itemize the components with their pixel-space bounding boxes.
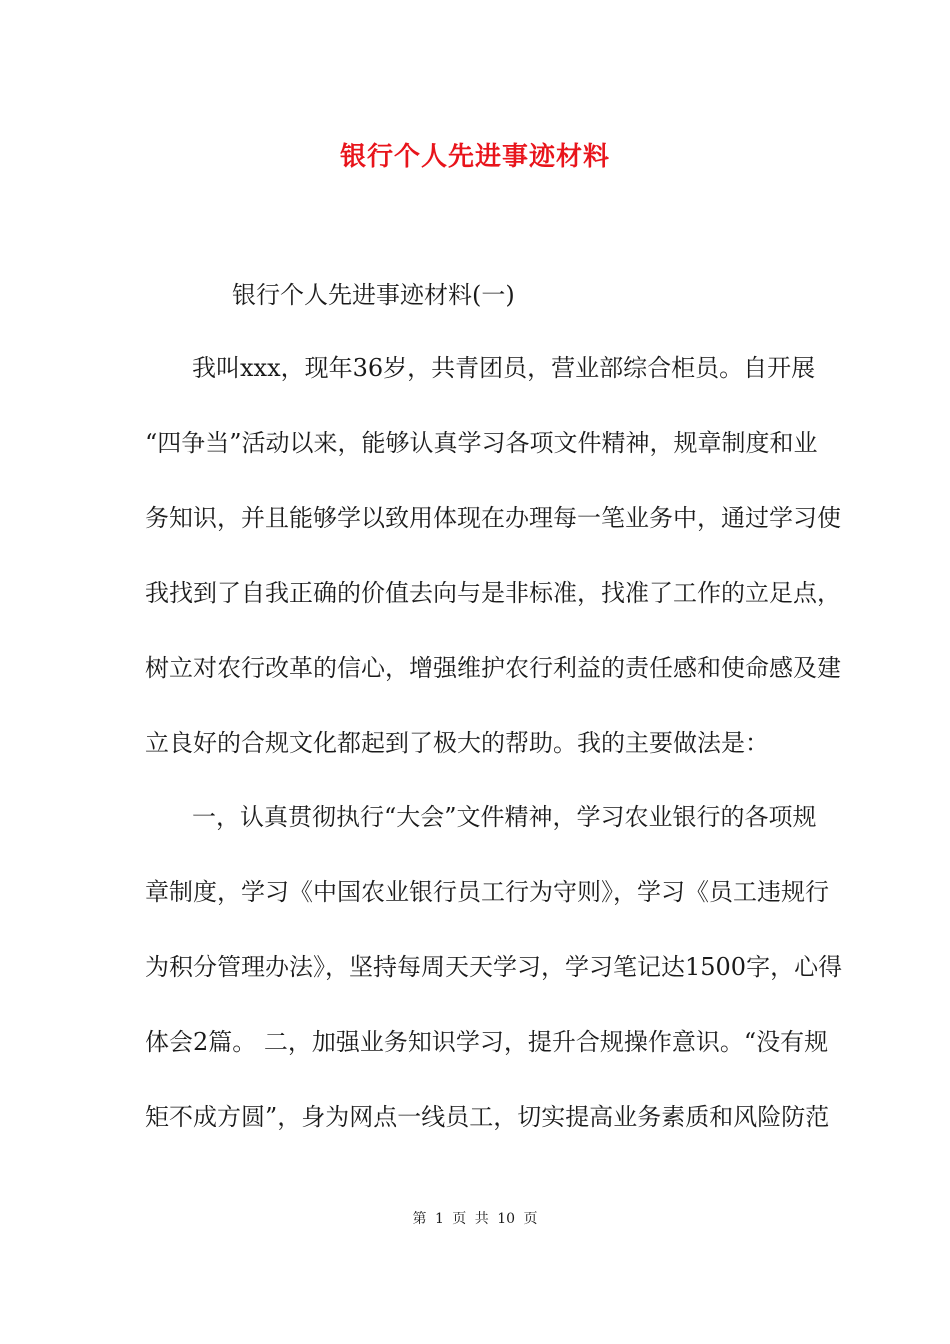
- paragraph-line-4: 我找到了自我正确的价值去向与是非标准，找准了工作的立足点，: [145, 579, 841, 607]
- document-title: 银行个人先进事迹材料: [339, 142, 610, 172]
- paragraph-line-9: 为积分管理办法》，坚持每周天天学习，学习笔记达1500字，心得: [145, 953, 843, 981]
- paragraph-line-2: “四争当”活动以来，能够认真学习各项文件精神，规章制度和业: [145, 429, 818, 457]
- paragraph-line-6: 立良好的合规文化都起到了极大的帮助。我的主要做法是：: [145, 729, 769, 757]
- page-footer: 第 1 页 共 10 页: [412, 1211, 538, 1227]
- paragraph-line-3: 务知识，并且能够学以致用体现在办理每一笔业务中，通过学习使: [145, 504, 841, 532]
- paragraph-line-1: 我叫xxx，现年36岁，共青团员，营业部综合柜员。自开展: [192, 354, 816, 382]
- section-heading: 银行个人先进事迹材料(一): [232, 281, 515, 309]
- paragraph-line-5: 树立对农行改革的信心，增强维护农行利益的责任感和使命感及建: [145, 654, 841, 682]
- paragraph-line-8: 章制度，学习《中国农业银行员工行为守则》，学习《员工违规行: [145, 878, 829, 906]
- paragraph-line-10: 体会2篇。 二，加强业务知识学习，提升合规操作意识。“没有规: [145, 1028, 829, 1056]
- paragraph-line-7: 一，认真贯彻执行“大会”文件精神，学习农业银行的各项规: [192, 803, 817, 831]
- paragraph-line-11: 矩不成方圆”，身为网点一线员工，切实提高业务素质和风险防范: [145, 1103, 830, 1131]
